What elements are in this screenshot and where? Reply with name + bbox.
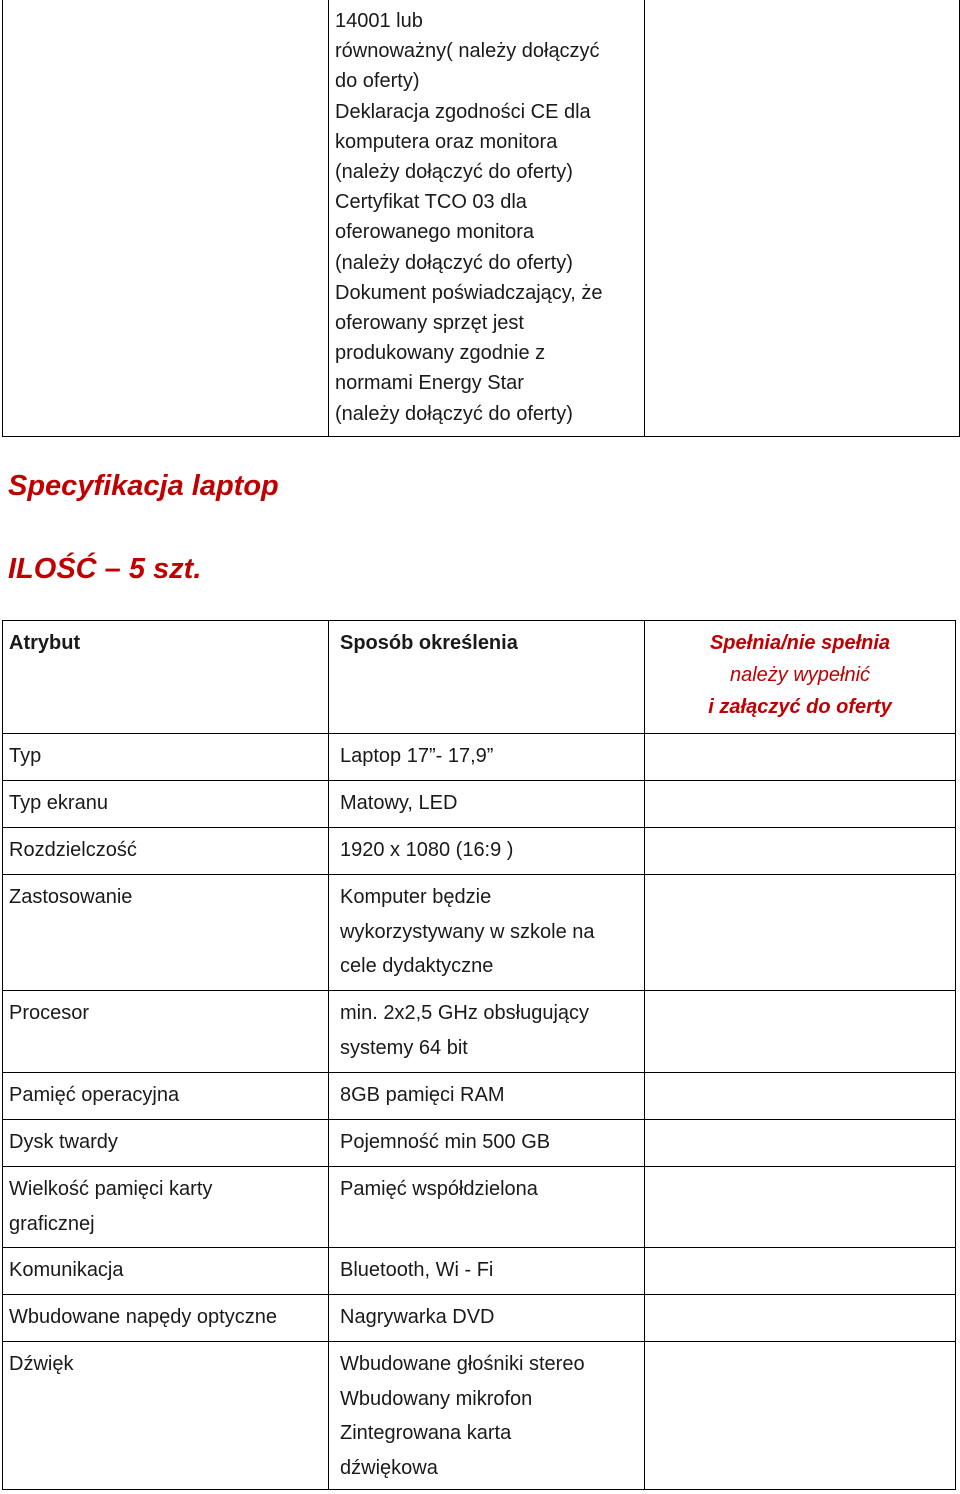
attribute-cell [3, 828, 329, 875]
method-text: dźwiękowa [340, 1456, 438, 1479]
attribute-text: Zastosowanie [9, 886, 133, 908]
compliance-cell[interactable] [645, 1248, 956, 1295]
table-row [3, 1120, 956, 1167]
method-text: Komputer będzie [340, 886, 492, 908]
method-text: 1920 x 1080 (16:9 ) [340, 839, 514, 861]
attribute-text: Wbudowane napędy optyczne [9, 1306, 277, 1328]
method-text: cele dydaktyczne [340, 955, 494, 977]
method-text: systemy 64 bit [340, 1036, 468, 1059]
compliance-cell[interactable] [645, 828, 956, 875]
table-row [3, 734, 956, 781]
method-text: Bluetooth, Wi - Fi [340, 1259, 494, 1281]
attribute-cell [3, 1248, 329, 1295]
attribute-text: Procesor [9, 1002, 90, 1024]
attribute-cell [3, 1167, 329, 1248]
previous-spec-table-continuation [2, 0, 960, 437]
certificate-line: komputera oraz monitora [335, 130, 558, 153]
table-row [3, 875, 956, 991]
certificate-line: równoważny( należy dołączyć [335, 40, 600, 63]
certificate-line: (należy dołączyć do oferty) [335, 251, 573, 274]
compliance-cell-empty [645, 0, 960, 436]
attribute-text: Wielkość pamięci karty [9, 1178, 213, 1200]
table-row [3, 991, 956, 1073]
method-cell [329, 1073, 645, 1120]
method-cell [329, 991, 645, 1073]
compliance-cell[interactable] [645, 781, 956, 828]
method-cell [329, 1342, 645, 1490]
certificate-line: Certyfikat TCO 03 dla [335, 191, 527, 214]
header-compliance [645, 621, 956, 734]
method-cell [329, 734, 645, 781]
compliance-cell[interactable] [645, 1073, 956, 1120]
method-text: min. 2x2,5 GHz obsługujący [340, 1002, 590, 1024]
laptop-spec-table [2, 620, 956, 1490]
header-compliance-line2: należy wypełnić [729, 664, 871, 686]
attribute-cell [3, 1342, 329, 1490]
certificate-line: produkowany zgodnie z [335, 342, 546, 365]
table-row [3, 1167, 956, 1248]
quantity-title: ILOŚĆ – 5 szt. [8, 553, 202, 585]
certificate-line: (należy dołączyć do oferty) [335, 161, 573, 184]
attribute-text: Komunikacja [9, 1259, 124, 1281]
table-row [3, 1248, 956, 1295]
attribute-cell [3, 1073, 329, 1120]
certificate-line: do oferty) [335, 70, 420, 93]
compliance-cell[interactable] [645, 991, 956, 1073]
table-row [3, 828, 956, 875]
certificate-line: Dokument poświadczający, że [335, 281, 603, 304]
attribute-text: Dźwięk [9, 1353, 74, 1375]
table-row [3, 1073, 956, 1120]
certificate-line: Deklaracja zgodności CE dla [335, 100, 591, 123]
spec-rows [3, 734, 956, 1490]
table-header-row [3, 621, 956, 734]
header-method: Sposób określenia [329, 621, 645, 734]
compliance-cell[interactable] [645, 875, 956, 991]
method-text: Matowy, LED [340, 792, 458, 814]
method-text: Zintegrowana karta [340, 1422, 512, 1444]
compliance-cell[interactable] [645, 1167, 956, 1248]
compliance-cell[interactable] [645, 734, 956, 781]
method-cell [329, 1120, 645, 1167]
certificate-line: oferowanego monitora [335, 221, 535, 244]
method-cell [329, 781, 645, 828]
attribute-text: graficznej [9, 1212, 95, 1235]
method-text: Pamięć współdzielona [340, 1178, 538, 1200]
method-text: Pojemność min 500 GB [340, 1131, 551, 1153]
certificate-line: oferowany sprzęt jest [335, 312, 524, 335]
method-text: wykorzystywany w szkole na [340, 920, 595, 943]
attribute-text: Rozdzielczość [9, 839, 137, 861]
compliance-cell[interactable] [645, 1342, 956, 1490]
attribute-cell [3, 1120, 329, 1167]
method-text: Laptop 17”- 17,9” [340, 745, 494, 767]
header-attribute: Atrybut [3, 621, 329, 734]
method-cell [329, 875, 645, 991]
attribute-cell [3, 734, 329, 781]
compliance-cell[interactable] [645, 1120, 956, 1167]
certificate-line: normami Energy Star [335, 372, 524, 395]
table-row [3, 781, 956, 828]
header-compliance-line1: Spełnia/nie spełnia [709, 632, 891, 654]
method-text: 8GB pamięci RAM [340, 1084, 505, 1106]
attribute-text: Typ ekranu [9, 792, 108, 814]
method-cell [329, 1248, 645, 1295]
attribute-cell [3, 1295, 329, 1342]
method-cell [329, 1295, 645, 1342]
attribute-text: Dysk twardy [9, 1131, 118, 1153]
table-row [3, 1342, 956, 1490]
certificates-text [335, 6, 644, 429]
certificates-cell [329, 0, 645, 436]
attribute-text: Pamięć operacyjna [9, 1084, 180, 1106]
method-cell [329, 1167, 645, 1248]
attribute-cell-empty [3, 0, 329, 436]
attribute-cell [3, 875, 329, 991]
section-title: Specyfikacja laptop [8, 470, 279, 502]
attribute-cell [3, 991, 329, 1073]
attribute-cell [3, 781, 329, 828]
certificate-line: 14001 lub [335, 10, 423, 32]
certificate-line: (należy dołączyć do oferty) [335, 402, 573, 425]
method-text: Wbudowane głośniki stereo [340, 1353, 585, 1375]
table-row [3, 1295, 956, 1342]
method-cell [329, 828, 645, 875]
header-compliance-line3: i załączyć do oferty [708, 696, 892, 718]
attribute-text: Typ [9, 745, 42, 767]
method-text: Wbudowany mikrofon [340, 1387, 533, 1410]
compliance-cell[interactable] [645, 1295, 956, 1342]
method-text: Nagrywarka DVD [340, 1306, 495, 1328]
